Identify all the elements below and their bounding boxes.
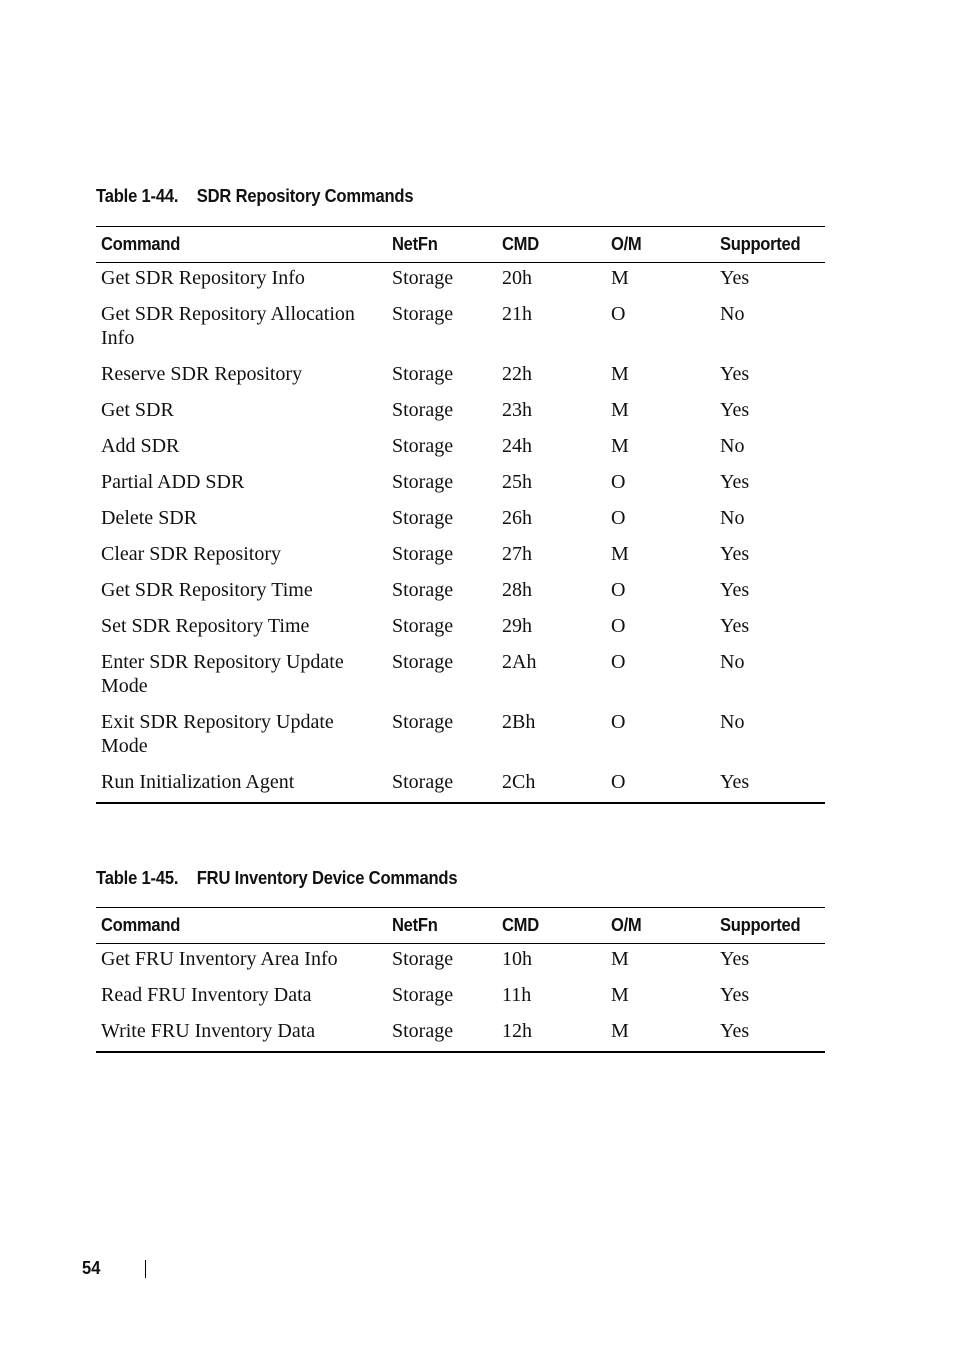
cell-supported: No [720, 507, 745, 529]
table-row [96, 430, 825, 466]
table-row [96, 466, 825, 502]
cell-command: Exit SDR Repository Update Mode [101, 711, 334, 757]
column-header-supported: Supported [720, 915, 801, 935]
table-row [96, 394, 825, 430]
cell-supported: Yes [720, 399, 750, 421]
cell-netfn: Storage [392, 1020, 454, 1042]
table-row [96, 1015, 825, 1052]
cell-supported: No [720, 711, 745, 733]
table-row [96, 979, 825, 1015]
cell-netfn: Storage [392, 435, 454, 457]
cell-om: M [611, 948, 629, 970]
cell-command: Write FRU Inventory Data [101, 1020, 316, 1042]
cell-command: Reserve SDR Repository [101, 363, 303, 385]
column-header-cmd: CMD [502, 234, 539, 254]
table-row [96, 502, 825, 538]
cell-netfn: Storage [392, 267, 454, 289]
cell-supported: No [720, 651, 745, 673]
cell-command: Set SDR Repository Time [101, 615, 310, 637]
cell-om: O [611, 651, 626, 673]
table-title: SDR Repository Commands [196, 186, 414, 206]
cell-cmd: 29h [502, 615, 532, 637]
table-title: FRU Inventory Device Commands [196, 868, 458, 888]
cell-command: Get SDR Repository Time [101, 579, 313, 601]
cell-om: M [611, 435, 629, 457]
column-header-om: O/M [611, 915, 642, 935]
table-header-row [96, 227, 825, 263]
table-row [96, 298, 825, 358]
cell-cmd: 2Bh [502, 711, 536, 733]
cell-cmd: 2Ah [502, 651, 537, 673]
cell-command: Get SDR [101, 399, 174, 421]
table-row [96, 574, 825, 610]
cell-netfn: Storage [392, 399, 454, 421]
cell-command: Add SDR [101, 435, 180, 457]
cell-netfn: Storage [392, 948, 454, 970]
table-1-45-caption [96, 868, 457, 889]
cell-cmd: 24h [502, 435, 532, 457]
cell-supported: Yes [720, 543, 750, 565]
cell-supported: Yes [720, 984, 750, 1006]
cell-netfn: Storage [392, 507, 454, 529]
column-header-command: Command [101, 234, 181, 254]
column-header-netfn: NetFn [392, 234, 438, 254]
cell-om: O [611, 507, 626, 529]
cell-om: O [611, 579, 626, 601]
cell-om: O [611, 711, 626, 733]
column-header-om: O/M [611, 234, 642, 254]
table-row [96, 538, 825, 574]
cell-om: M [611, 363, 629, 385]
cell-cmd: 20h [502, 267, 532, 289]
cell-cmd: 2Ch [502, 771, 536, 793]
cell-cmd: 23h [502, 399, 532, 421]
table-row [96, 646, 825, 706]
cell-command: Run Initialization Agent [101, 771, 295, 793]
cell-cmd: 10h [502, 948, 532, 970]
cell-cmd: 22h [502, 363, 532, 385]
cell-cmd: 11h [502, 984, 532, 1006]
cell-command: Delete SDR [101, 507, 198, 529]
cell-netfn: Storage [392, 303, 454, 325]
cell-supported: Yes [720, 363, 750, 385]
table-row [96, 263, 825, 299]
cell-cmd: 12h [502, 1020, 532, 1042]
column-header-cmd: CMD [502, 915, 539, 935]
table-row [96, 944, 825, 980]
cell-netfn: Storage [392, 363, 454, 385]
cell-supported: Yes [720, 948, 750, 970]
page-number: 54 [82, 1258, 101, 1278]
table-label: Table 1-44. [96, 186, 179, 206]
table-row [96, 706, 825, 766]
cell-command: Get FRU Inventory Area Info [101, 948, 338, 970]
cell-supported: Yes [720, 471, 750, 493]
cell-command: Clear SDR Repository [101, 543, 281, 565]
cell-om: M [611, 267, 629, 289]
cell-supported: No [720, 303, 745, 325]
column-header-netfn: NetFn [392, 915, 438, 935]
cell-om: O [611, 471, 626, 493]
table-1-44-caption [96, 186, 413, 207]
cell-om: O [611, 303, 626, 325]
column-header-supported: Supported [720, 234, 801, 254]
cell-om: M [611, 1020, 629, 1042]
cell-command: Get SDR Repository Allocation Info [101, 303, 355, 349]
cell-om: O [611, 771, 626, 793]
cell-netfn: Storage [392, 771, 454, 793]
cell-netfn: Storage [392, 984, 454, 1006]
column-header-command: Command [101, 915, 181, 935]
cell-cmd: 25h [502, 471, 532, 493]
table-row [96, 358, 825, 394]
cell-om: M [611, 984, 629, 1006]
sdr-repository-commands-table [96, 226, 825, 804]
cell-cmd: 27h [502, 543, 532, 565]
cell-netfn: Storage [392, 543, 454, 565]
cell-supported: No [720, 435, 745, 457]
cell-supported: Yes [720, 579, 750, 601]
cell-command: Partial ADD SDR [101, 471, 245, 493]
cell-cmd: 26h [502, 507, 532, 529]
table-row [96, 610, 825, 646]
cell-netfn: Storage [392, 651, 454, 673]
cell-netfn: Storage [392, 615, 454, 637]
cell-netfn: Storage [392, 579, 454, 601]
cell-cmd: 21h [502, 303, 532, 325]
cell-cmd: 28h [502, 579, 532, 601]
cell-om: M [611, 543, 629, 565]
cell-command: Read FRU Inventory Data [101, 984, 312, 1006]
footer-divider [145, 1260, 146, 1278]
cell-command: Enter SDR Repository Update Mode [101, 651, 344, 697]
cell-om: M [611, 399, 629, 421]
cell-supported: Yes [720, 267, 750, 289]
cell-om: O [611, 615, 626, 637]
table-label: Table 1-45. [96, 868, 179, 888]
cell-command: Get SDR Repository Info [101, 267, 305, 289]
cell-supported: Yes [720, 1020, 750, 1042]
table-row [96, 766, 825, 803]
fru-inventory-device-commands-table [96, 907, 825, 1053]
cell-netfn: Storage [392, 711, 454, 733]
cell-netfn: Storage [392, 471, 454, 493]
cell-supported: Yes [720, 771, 750, 793]
table-header-row [96, 908, 825, 944]
cell-supported: Yes [720, 615, 750, 637]
